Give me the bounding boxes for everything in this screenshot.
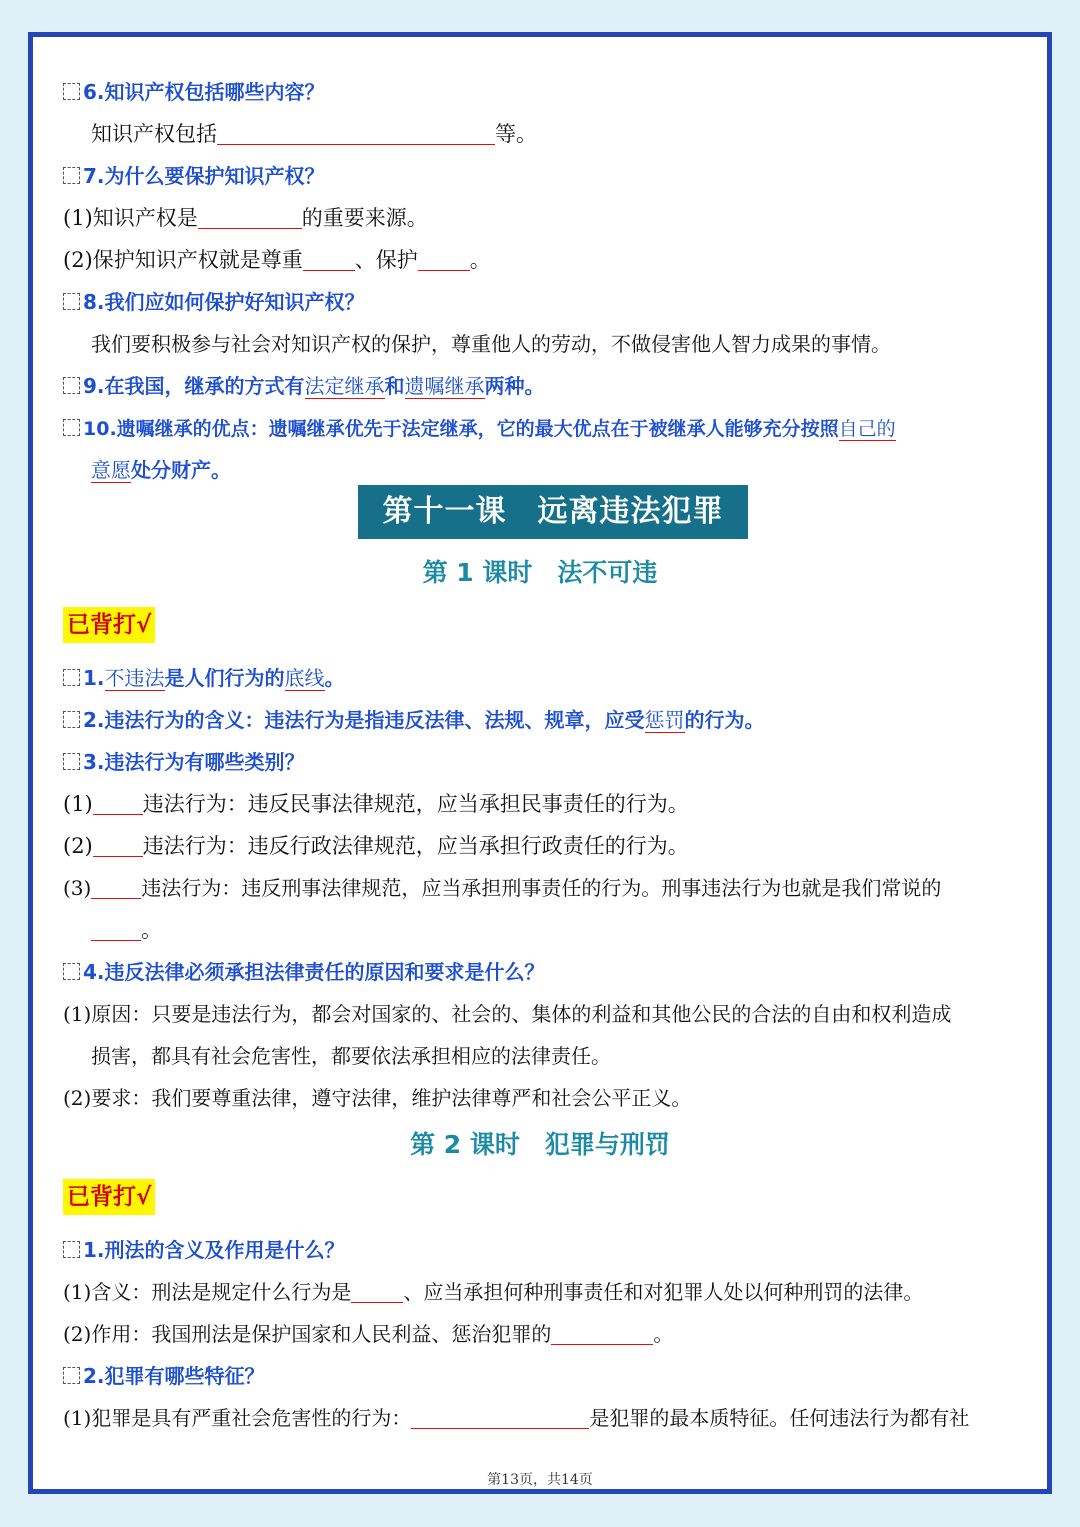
blank [351, 1280, 403, 1303]
checkbox[interactable] [63, 963, 80, 980]
blank [217, 122, 495, 145]
question-10: 10.遗嘱继承的优点：遗嘱继承优先于法定继承，它的最大优点在于被继承人能够充分按照自己的 [63, 413, 896, 444]
p2-question-1: 1.刑法的含义及作用是什么？ [63, 1235, 345, 1265]
blank [198, 206, 302, 229]
question-8: 8.我们应如何保护好知识产权？ [63, 287, 365, 317]
checkbox[interactable] [63, 711, 80, 728]
checkbox[interactable] [63, 1241, 80, 1258]
p1-question-4: 4.违反法律必须承担法律责任的原因和要求是什么？ [63, 957, 545, 987]
checkbox[interactable] [63, 1367, 80, 1384]
p1-answer-4-1-cont: 损害，都具有社会危害性，都要依法承担相应的法律责任。 [91, 1044, 611, 1068]
answer-8: 我们要积极参与社会对知识产权的保护，尊重他人的劳动，不做侵害他人智力成果的事情。 [91, 332, 891, 356]
blank [303, 248, 355, 271]
page-frame [28, 32, 1052, 1494]
checkbox[interactable] [63, 669, 80, 686]
p2-question-2: 2.犯罪有哪些特征？ [63, 1361, 265, 1391]
answer-7-1: (1)知识产权是 的重要来源。 [63, 206, 428, 230]
checkbox[interactable] [63, 377, 80, 394]
p1-question-3: 3.违法行为有哪些类别？ [63, 747, 305, 777]
question-6: 6.知识产权包括哪些内容？ [63, 77, 325, 107]
p2-answer-2-1: (1)犯罪是具有严重社会危害性的行为： 是犯罪的最本质特征。任何违法行为都有社 [63, 1406, 970, 1430]
memorized-stamp: 已背打√ [63, 1179, 155, 1215]
period-2-title: 第 2 课时 犯罪与刑罚 [410, 1130, 670, 1159]
blank [411, 1406, 589, 1429]
answer-7-2: (2)保护知识产权就是尊重 、保护 。 [63, 248, 491, 272]
p1-answer-4-1: (1)原因：只要是违法行为，都会对国家的、社会的、集体的利益和其他公民的合法的自由和权利造成 [63, 1002, 952, 1026]
question-7: 7.为什么要保护知识产权？ [63, 161, 325, 191]
blank [418, 248, 470, 271]
blank [91, 876, 141, 899]
p2-answer-1-1: (1)含义：刑法是规定什么行为是 、应当承担何种刑事责任和对犯罪人处以何种刑罚的法律。 [63, 1280, 924, 1304]
p2-answer-1-2: (2)作用：我国刑法是保护国家和人民利益、惩治犯罪的 。 [63, 1322, 674, 1346]
blank [93, 834, 143, 857]
checkbox[interactable] [63, 419, 80, 436]
checkbox[interactable] [63, 293, 80, 310]
p1-answer-3-2: (2) 违法行为：违反行政法律规范，应当承担行政责任的行为。 [63, 834, 689, 858]
p1-answer-4-2: (2)要求：我们要尊重法律，遵守法律，维护法律尊严和社会公平正义。 [63, 1086, 692, 1110]
p1-answer-3-3: (3) 违法行为：违反刑事法律规范，应当承担刑事责任的行为。刑事违法行为也就是我们常说的 [63, 876, 942, 900]
checkbox[interactable] [63, 83, 80, 100]
blank [91, 918, 141, 941]
lesson-title: 第十一课 远离违法犯罪 [358, 485, 748, 539]
period-1-title: 第 1 课时 法不可违 [422, 558, 658, 587]
question-9: 9.在我国，继承的方式有法定继承和遗嘱继承两种。 [63, 371, 545, 401]
p1-answer-3-1: (1) 违法行为：违反民事法律规范，应当承担民事责任的行为。 [63, 792, 689, 816]
question-10-cont: 意愿处分财产。 [91, 458, 231, 482]
checkbox[interactable] [63, 167, 80, 184]
checkbox[interactable] [63, 753, 80, 770]
p1-question-1: 1.不违法是人们行为的底线。 [63, 663, 345, 693]
answer-6: 知识产权包括 等。 [91, 122, 537, 146]
blank [93, 792, 143, 815]
p1-question-2: 2.违法行为的含义：违法行为是指违反法律、法规、规章，应受惩罚的行为。 [63, 705, 765, 735]
blank [551, 1322, 653, 1345]
page-number: 第13页，共14页 [487, 1472, 593, 1488]
memorized-stamp: 已背打√ [63, 607, 155, 643]
p1-answer-3-3-cont: 。 [91, 915, 162, 945]
